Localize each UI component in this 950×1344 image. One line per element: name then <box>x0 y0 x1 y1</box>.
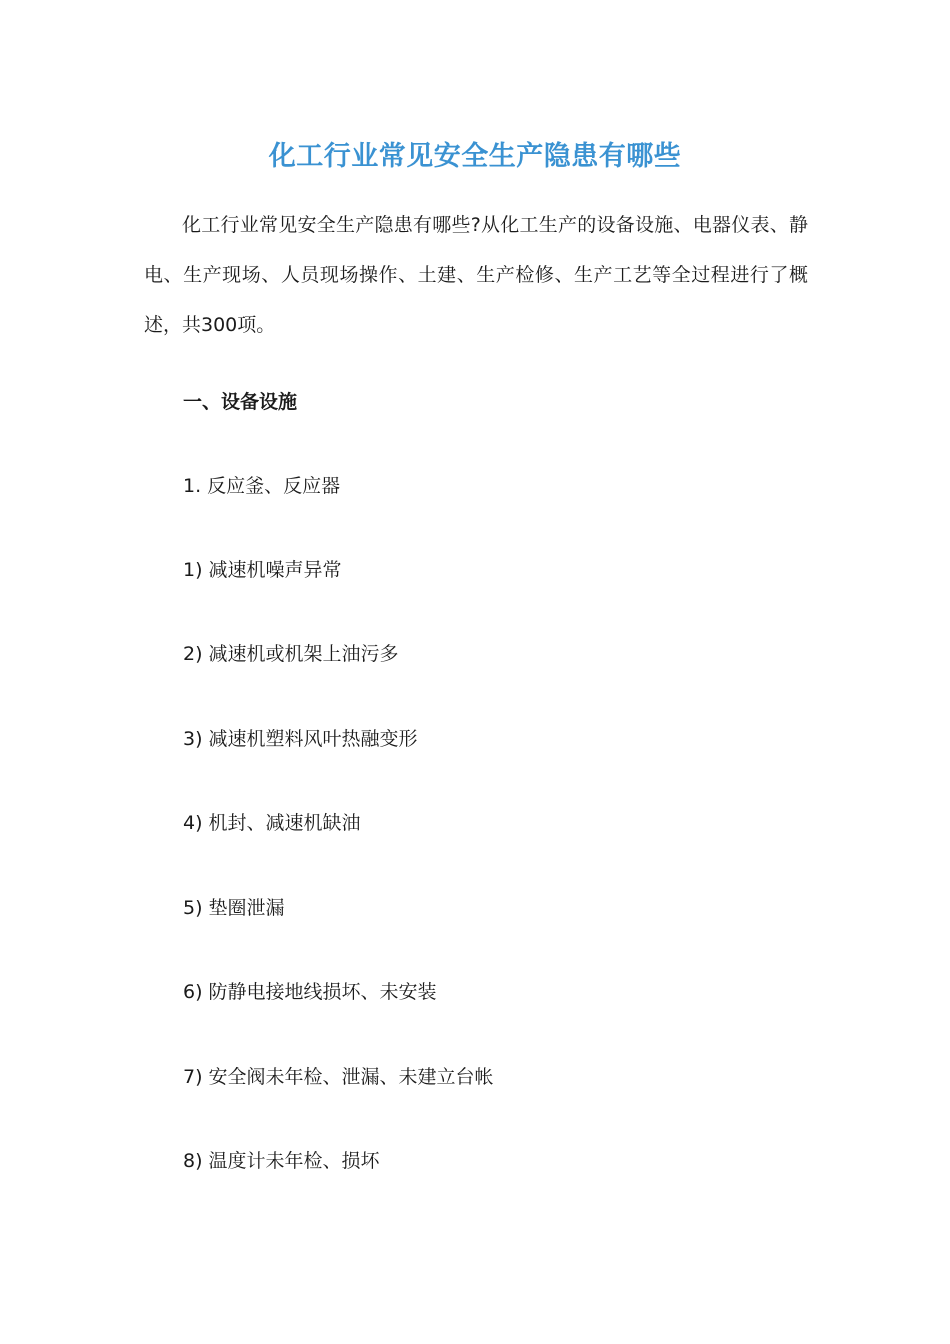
list-item: 2) 减速机或机架上油污多 <box>183 643 399 665</box>
list-item: 4) 机封、减速机缺油 <box>183 812 361 834</box>
list-item: 6) 防静电接地线损坏、未安装 <box>183 981 437 1003</box>
list-item: 1) 减速机噪声异常 <box>183 559 342 581</box>
list-item: 7) 安全阀未年检、泄漏、未建立台帐 <box>183 1066 494 1088</box>
document-title: 化工行业常见安全生产隐患有哪些 <box>268 141 682 172</box>
list-item: 1. 反应釜、反应器 <box>183 475 341 497</box>
list-item: 3) 减速机塑料风叶热融变形 <box>183 728 418 750</box>
intro-paragraph: 化工行业常见安全生产隐患有哪些?从化工生产的设备设施、电器仪表、静电、生产现场、人员现场操作、土建、生产检修、生产工艺等全过程进行了概述，共300项。 <box>144 214 808 336</box>
list-item: 5) 垫圈泄漏 <box>183 897 285 919</box>
section-heading: 一、设备设施 <box>183 391 298 413</box>
list-item: 8) 温度计未年检、损坏 <box>183 1150 380 1172</box>
